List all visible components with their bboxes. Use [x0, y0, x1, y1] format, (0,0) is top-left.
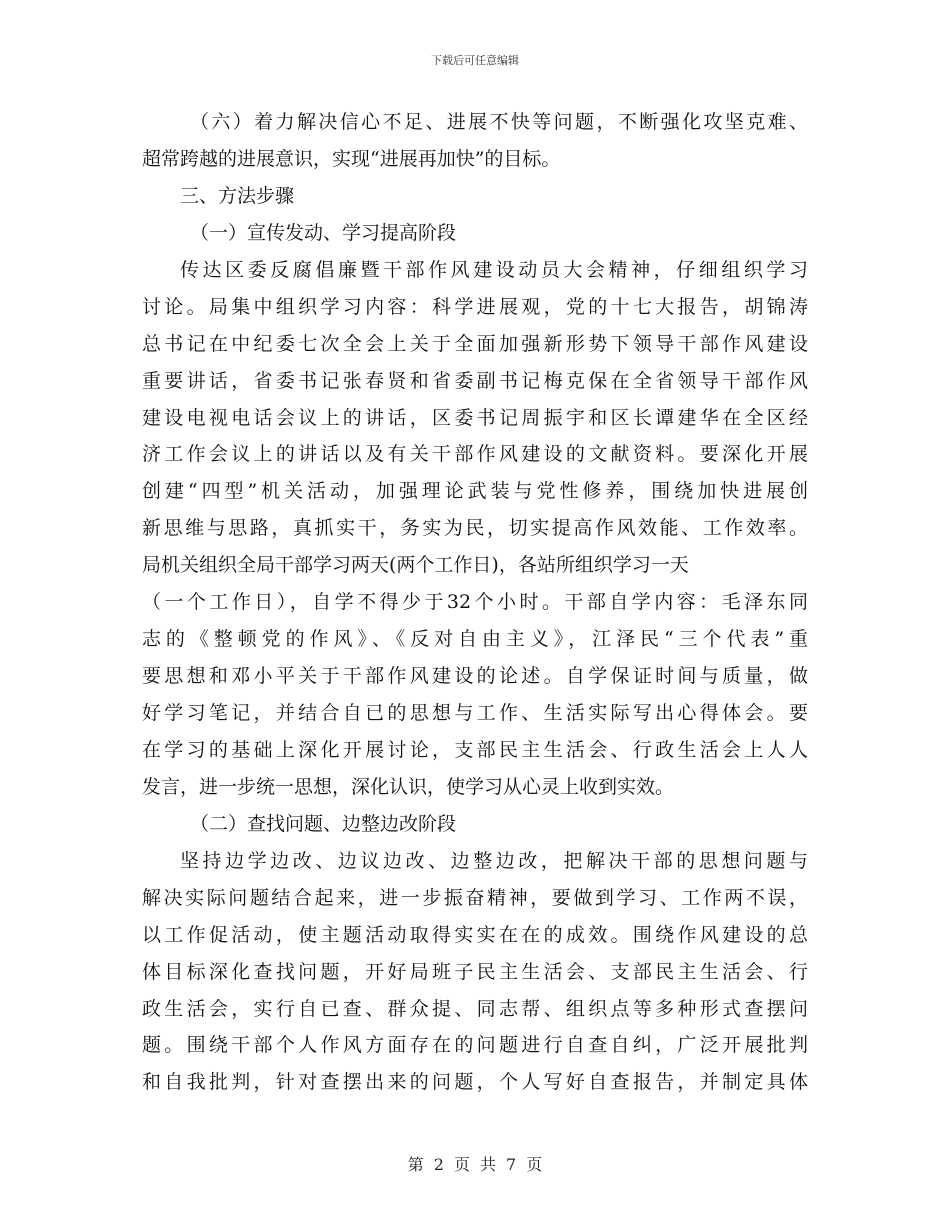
footer-page-number: 2: [433, 1155, 444, 1174]
footer-page-label: 页: [453, 1155, 470, 1174]
body-line: 好学习笔记，并结合自已的思想与工作、生活实际写出心得体会。要: [142, 702, 808, 724]
body-line: （一个工作日），自学不得少于32个小时。干部自学内容：毛泽东同: [142, 591, 808, 614]
body-line: 以工作促活动，使主题活动取得实实在在的成效。围绕作风建设的总: [142, 923, 808, 946]
subsection-heading: （二）查找问题、边整边改阶段: [190, 812, 457, 835]
footer-total-pages: 7: [506, 1155, 517, 1174]
page-header-note: 下载后可任意编辑: [431, 54, 519, 67]
body-line: 在学习的基础上深化开展讨论，支部民主生活会、行政生活会上人人: [142, 738, 808, 761]
body-line: 创建“四型”机关活动，加强理论武装与党性修养，围绕加快进展创: [142, 480, 808, 503]
body-line: 超常跨越的进展意识，实现“进展再加快”的目标。: [142, 147, 561, 170]
document-body: [142, 104, 808, 1101]
footer-total-label: 共: [480, 1155, 497, 1174]
subsection-heading: （一）宣传发动、学习提高阶段: [190, 221, 457, 244]
body-line: 建设电视电话会议上的讲话，区委书记周振宇和区长谭建华在全区经: [142, 406, 808, 429]
body-line: 题。围绕干部个人作风方面存在的问题进行自查自纠，广泛开展批判: [142, 1034, 808, 1057]
body-line: 和自我批判，针对查摆出来的问题，个人写好自查报告，并制定具体: [142, 1071, 808, 1094]
body-line: 传达区委反腐倡廉暨干部作风建设动员大会精神，仔细组织学习: [180, 258, 808, 281]
footer-suffix: 页: [526, 1155, 543, 1174]
body-line: 要思想和邓小平关于干部作风建设的论述。自学保证时间与质量，做: [142, 665, 808, 688]
body-line: 重要讲话，省委书记张春贤和省委副书记梅克保在全省领导干部作风: [142, 369, 808, 392]
section-heading: 三、方法步骤: [180, 184, 295, 207]
body-line: 坚持边学边改、边议边改、边整边改，把解决干部的思想问题与: [180, 849, 808, 872]
body-line: 体目标深化查找问题，开好局班子民主生活会、支部民主生活会、行: [142, 960, 808, 983]
body-line: 解决实际问题结合起来，进一步振奋精神，要做到学习、工作两不误，: [142, 886, 808, 909]
body-line: 济工作会议上的讲话以及有关干部作风建设的文献资料。要深化开展: [142, 443, 808, 466]
page-footer: [0, 1152, 950, 1175]
body-line: 发言，进一步统一思想，深化认识，使学习从心灵上收到实效。: [142, 775, 675, 798]
body-line: 志的《整顿党的作风》、《反对自由主义》，江泽民“三个代表”重: [142, 628, 808, 651]
body-line: 政生活会，实行自已查、群众提、同志帮、组织点等多种形式查摆问: [142, 997, 808, 1020]
body-line: 新思维与思路，真抓实干，务实为民，切实提高作风效能、工作效率。: [142, 517, 808, 540]
body-line: 讨论。局集中组织学习内容：科学进展观，党的十七大报告，胡锦涛: [142, 295, 808, 318]
body-line: 总书记在中纪委七次全会上关于全面加强新形势下领导干部作风建设: [142, 332, 808, 355]
footer-prefix: 第: [407, 1155, 424, 1174]
body-line: （六）着力解决信心不足、进展不快等问题，不断强化攻坚克难、: [190, 111, 808, 133]
body-line: 局机关组织全局干部学习两天(两个工作日)，各站所组织学习一天: [142, 554, 689, 577]
